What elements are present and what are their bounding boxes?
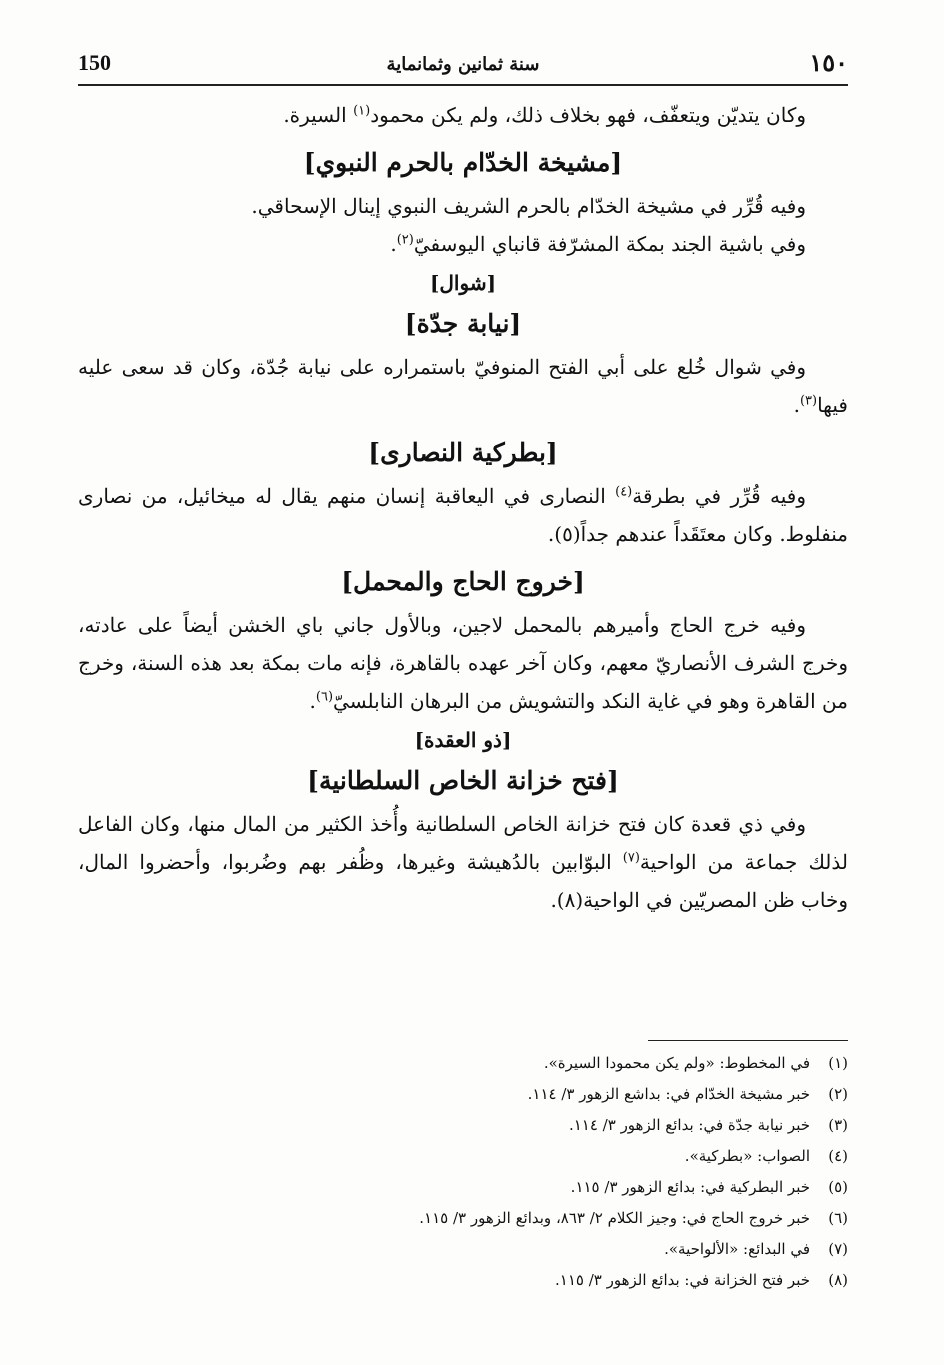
footnote-marker: (٧) [622,850,640,866]
paragraph-text-continued: البوّابين بالدُهيشة وغيرها، وظُفر بهم وضُربوا، وأحضروا المال، وخاب ظن المصريّين في الواحية(٨). [78,850,848,912]
footnote [78,1172,848,1203]
footnote-text: خبر فتح الخزانة في: بدائع الزهور ٣/ ١١٥. [554,1271,810,1289]
footnote-text: خبر مشيخة الخدّام في: بداشع الزهور ٣/ ١١٤. [527,1085,810,1103]
page-number-latin: 150 [78,50,111,75]
paragraph-text-continued: السيرة. [283,103,354,127]
footnote-text: خبر خروج الحاج في: وجيز الكلام ٢/ ٨٦٣، وبدائع الزهور ٣/ ١١٥. [419,1209,810,1227]
footnote [78,1234,848,1265]
paragraph [78,477,848,553]
footnote-separator [648,1040,848,1041]
paragraph-text-continued: . [390,232,397,256]
main-text [78,96,848,919]
footnote-number: (٢) [828,1085,848,1103]
month-heading: [ذو العقدة] [414,728,512,752]
footnote-marker: (٤) [615,484,633,500]
paragraph-text: وفي شوال خُلع على أبي الفتح المنوفيّ باستمراره على نيابة جُدّة، وكان قد سعى عليه فيها [78,355,848,417]
paragraph [78,225,848,263]
footnote [78,1265,848,1296]
month-heading: [شوال] [429,271,497,295]
footnote [78,1079,848,1110]
paragraph [78,606,848,720]
footnote-marker: (٦) [315,689,334,705]
paragraph [78,805,848,919]
paragraph-text-continued: . [793,393,800,417]
section-heading: [مشيخة الخدّام بالحرم النبوي] [303,148,623,177]
paragraph-text: وفي ذي قعدة كان فتح خزانة الخاص السلطانية وأُخذ الكثير من المال منها، وكان الفاعل لذلك جماعة من الواحية [78,812,848,874]
footnote-marker: (٣) [799,393,818,409]
footnote-text: في البدائع: «الألواحية». [664,1240,810,1258]
header-rule [78,84,848,86]
footnote [78,1203,848,1234]
footnote-marker: (٢) [396,232,414,248]
footnote-text: في المخطوط: «ولم يكن محمودا السيرة». [543,1054,810,1072]
paragraph-text: وفيه قُرِّر في بطرقة [632,484,807,508]
footnote-number: (٨) [828,1271,848,1289]
footnote-number: (٧) [828,1240,848,1258]
paragraph-text: وفيه خرج الحاج وأميرهم بالمحمل لاجين، وبالأول جاني باي الخشن أيضاً على عادته، وخرج الشرف الأنصاريّ معهم، وكان آخر عهده بالقاهرة، فإنه مات بمكة بعد هذه السنة، وخرج من القاهرة وهو في غاية النكد والتشويش من البرهان النابلسيّ [78,613,848,713]
footnote [78,1141,848,1172]
running-title: سنة ثمانين وثمانماية [386,54,540,75]
footnote-text: خبر نيابة جدّة في: بدائع الزهور ٣/ ١١٤. [568,1116,810,1134]
page-header [78,46,848,86]
footnote-number: (٦) [828,1209,848,1227]
section-heading: [نيابة جدّة] [404,309,522,338]
footnote-number: (٤) [828,1147,848,1165]
footnote-number: (١) [828,1054,848,1072]
footnote [78,1048,848,1079]
paragraph-text: وفي باشية الجند بمكة المشرّفة قانباي اليوسفيّ [413,232,806,256]
paragraph [78,187,848,225]
paragraph-text-continued: . [309,689,316,713]
page-number-arabic: ١٥٠ [809,48,848,77]
section-heading: [بطركية النصارى] [368,438,558,467]
paragraph-text: وفيه قُرِّر في مشيخة الخدّام بالحرم الشريف النبوي إينال الإسحاقي. [251,194,806,218]
footnote-text: خبر البطركية في: بدائع الزهور ٣/ ١١٥. [570,1178,810,1196]
section-heading: [فتح خزانة الخاص السلطانية] [307,766,619,795]
paragraph-text-continued: النصارى في اليعاقبة إنسان منهم يقال له ميخائيل، من نصارى منفلوط. وكان معتَقَداً عندهم جداً(٥). [78,484,848,546]
footnote-number: (٣) [828,1116,848,1134]
paragraph [78,348,848,424]
footnote-text: الصواب: «بطركية». [684,1147,810,1165]
footnote-number: (٥) [828,1178,848,1196]
footnote-marker: (١) [353,103,371,119]
paragraph [78,96,848,134]
footnotes [78,1048,848,1296]
section-heading: [خروج الحاج والمحمل] [341,567,585,596]
paragraph-text: وكان يتديّن ويتعفّف، فهو بخلاف ذلك، ولم يكن محمود [370,103,806,127]
footnote [78,1110,848,1141]
